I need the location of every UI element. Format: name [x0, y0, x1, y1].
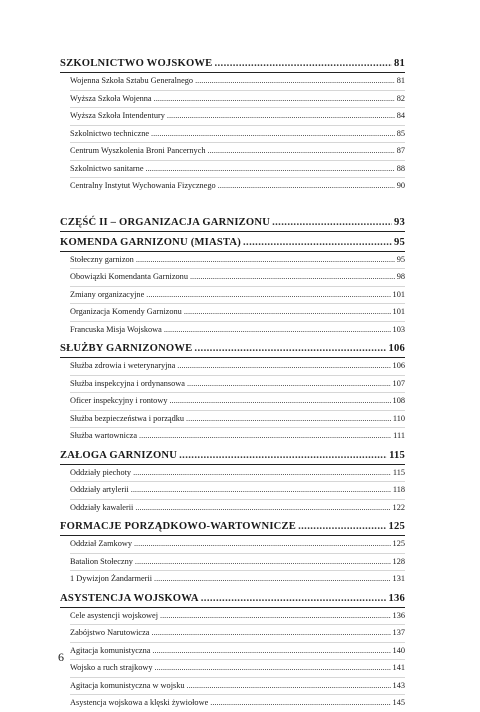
section-heading-page: 106 [388, 343, 405, 354]
entry-page: 141 [392, 663, 405, 672]
entry-page: 106 [392, 361, 405, 370]
toc-section [60, 341, 405, 445]
toc-entry[interactable] [70, 571, 405, 588]
toc-entry[interactable] [70, 411, 405, 429]
toc-section [60, 591, 405, 712]
entry-page: 108 [392, 396, 405, 405]
leader-dots [298, 519, 386, 534]
entry-page: 87 [396, 146, 405, 155]
section-heading-title: CZĘŚĆ II – ORGANIZACJA GARNIZONU [60, 216, 271, 228]
entry-list [60, 73, 405, 195]
toc-entry[interactable] [70, 465, 405, 483]
entry-page: 143 [392, 680, 405, 690]
leader-dots [272, 215, 392, 230]
leader-dots [169, 393, 390, 410]
entry-page: 140 [392, 645, 405, 655]
entry-page: 107 [392, 378, 405, 388]
page-number: 6 [58, 650, 64, 664]
entry-title: Wojenna Szkoła Sztabu Generalnego [70, 76, 194, 85]
leader-dots [243, 235, 392, 250]
leader-dots [194, 341, 386, 356]
toc-entry[interactable] [70, 178, 405, 195]
section-heading-page: 136 [388, 592, 405, 604]
entry-page: 101 [392, 307, 405, 316]
section-heading-title: SŁUŻBY GARNIZONOWE [60, 343, 193, 354]
leader-dots [177, 358, 390, 375]
section-heading-title: FORMACJE PORZĄDKOWO-WARTOWNICZE [60, 521, 297, 532]
entry-title: Służba wartownicza [70, 431, 138, 440]
leader-dots [135, 554, 391, 571]
leader-dots [179, 448, 387, 463]
toc-section [60, 235, 405, 339]
toc-entry[interactable] [70, 304, 405, 322]
entry-title: Służba inspekcyjna i ordynansowa [70, 378, 185, 388]
toc-entry[interactable] [70, 108, 405, 126]
toc-entry[interactable] [70, 643, 405, 661]
entry-title: Oddziały kawalerii [70, 502, 134, 512]
toc-entry[interactable] [70, 269, 405, 287]
entry-page: 118 [392, 485, 405, 494]
leader-dots [186, 411, 391, 428]
toc-entry[interactable] [70, 500, 405, 517]
entry-title: Batalion Stołeczny [70, 556, 133, 566]
leader-dots [190, 269, 395, 286]
toc-entry[interactable] [70, 554, 405, 572]
leader-dots [160, 608, 391, 625]
section-heading-page: 95 [394, 236, 405, 248]
toc-entry[interactable] [70, 376, 405, 394]
leader-dots [187, 376, 391, 393]
toc-section [60, 56, 405, 195]
entry-list [60, 608, 405, 712]
leader-dots [151, 126, 395, 143]
leader-dots [146, 287, 390, 304]
entry-page: 137 [392, 628, 405, 637]
entry-list [60, 465, 405, 517]
section-heading[interactable] [60, 448, 405, 465]
entry-title: Szkolnictwo techniczne [70, 128, 150, 138]
entry-page: 84 [396, 111, 405, 120]
leader-dots [146, 161, 395, 178]
leader-dots [155, 660, 391, 677]
leader-dots [208, 143, 395, 160]
leader-dots [187, 678, 391, 695]
toc-entry[interactable] [70, 608, 405, 626]
entry-page: 122 [392, 502, 405, 512]
leader-dots [135, 500, 390, 517]
section-heading[interactable] [60, 235, 405, 252]
entry-title: Francuska Misja Wojskowa [70, 324, 162, 334]
entry-title: Cele asystencji wojskowej [70, 610, 159, 620]
toc-entry[interactable] [70, 358, 405, 376]
leader-dots [210, 695, 390, 712]
leader-dots [214, 56, 392, 71]
entry-title: Służba bezpieczeństwa i porządku [70, 413, 185, 423]
entry-title: Zabójstwo Narutowicza [70, 628, 150, 637]
leader-dots [154, 571, 391, 588]
entry-page: 82 [396, 93, 405, 103]
leader-dots [139, 428, 391, 445]
toc-entry[interactable] [70, 482, 405, 500]
leader-dots [167, 108, 395, 125]
toc-entry[interactable] [70, 660, 405, 678]
entry-page: 90 [396, 181, 405, 190]
toc-section [60, 519, 405, 588]
entry-title: Służba zdrowia i weterynaryjna [70, 361, 176, 370]
section-heading[interactable] [60, 591, 405, 608]
toc-entry[interactable] [70, 678, 405, 696]
toc-entry[interactable] [70, 322, 405, 339]
leader-dots [154, 91, 395, 108]
entry-page: 103 [392, 324, 405, 334]
entry-title: Zmiany organizacyjne [70, 289, 145, 299]
section-heading-title: ASYSTENCJA WOJSKOWA [60, 592, 199, 604]
entry-title: Asystencja wojskowa a klęski żywiołowe [70, 698, 209, 707]
toc-entry[interactable] [70, 625, 405, 643]
leader-dots [218, 178, 395, 195]
entry-list [60, 536, 405, 588]
leader-dots [136, 252, 395, 269]
entry-title: Szkolnictwo sanitarne [70, 163, 144, 173]
toc-entry[interactable] [70, 161, 405, 179]
entry-page: 131 [392, 574, 405, 583]
leader-dots [134, 536, 391, 553]
toc-entry[interactable] [70, 143, 405, 161]
leader-dots [152, 643, 390, 660]
entry-page: 95 [396, 254, 405, 264]
entry-title: Oddział Zamkowy [70, 539, 132, 548]
section-heading-page: 81 [394, 58, 405, 69]
leader-dots [164, 322, 391, 339]
leader-dots [201, 591, 387, 606]
section-heading-page: 115 [389, 449, 405, 461]
entry-page: 125 [392, 539, 405, 548]
entry-page: 110 [392, 413, 405, 423]
entry-page: 128 [392, 556, 405, 566]
entry-title: 1 Dywizjon Żandarmerii [70, 574, 153, 583]
entry-page: 88 [396, 163, 405, 173]
toc-entry[interactable] [70, 91, 405, 109]
entry-page: 81 [396, 76, 405, 85]
entry-title: Wojsko a ruch strajkowy [70, 663, 153, 672]
section-heading-title: SZKOLNICTWO WOJSKOWE [60, 58, 213, 69]
section-heading[interactable] [60, 341, 405, 358]
entry-title: Oddziały piechoty [70, 467, 132, 477]
entry-title: Stołeczny garnizon [70, 254, 134, 264]
entry-title: Oddziały artylerii [70, 485, 129, 494]
entry-page: 145 [392, 698, 405, 707]
entry-title: Agitacja komunistyczna w wojsku [70, 680, 185, 690]
entry-title: Obowiązki Komendanta Garnizonu [70, 272, 188, 281]
entry-title: Organizacja Komendy Garnizonu [70, 307, 182, 316]
toc-entry[interactable] [70, 428, 405, 445]
entry-page: 98 [396, 272, 405, 281]
entry-list [60, 358, 405, 445]
entry-page: 136 [392, 610, 405, 620]
toc-section [60, 448, 405, 517]
entry-page: 115 [392, 467, 405, 477]
entry-page: 101 [392, 289, 405, 299]
entry-title: Centrum Wyszkolenia Broni Pancernych [70, 146, 206, 155]
section-heading-title: ZAŁOGA GARNIZONU [60, 449, 178, 461]
section-heading[interactable] [60, 215, 405, 232]
entry-title: Oficer inspekcyjny i rontowy [70, 396, 168, 405]
toc-entry[interactable] [70, 287, 405, 305]
toc-section [60, 215, 405, 232]
toc-entry[interactable] [70, 126, 405, 144]
leader-dots [131, 482, 391, 499]
toc-entry[interactable] [70, 536, 405, 554]
leader-dots [195, 73, 395, 90]
entry-page: 85 [396, 128, 405, 138]
table-of-contents [60, 56, 405, 712]
entry-title: Centralny Instytut Wychowania Fizycznego [70, 181, 216, 190]
section-heading[interactable] [60, 519, 405, 536]
section-heading-title: KOMENDA GARNIZONU (MIASTA) [60, 236, 241, 248]
leader-dots [152, 625, 391, 642]
section-heading-page: 125 [388, 521, 405, 532]
leader-dots [133, 465, 391, 482]
entry-title: Wyższa Szkoła Wojenna [70, 93, 152, 103]
toc-entry[interactable] [70, 695, 405, 712]
entry-list [60, 252, 405, 339]
leader-dots [184, 304, 391, 321]
entry-page: 111 [393, 431, 405, 440]
toc-entry[interactable] [70, 73, 405, 91]
section-heading[interactable] [60, 56, 405, 73]
section-heading-page: 93 [394, 216, 405, 228]
entry-title: Agitacja komunistyczna [70, 645, 151, 655]
toc-entry[interactable] [70, 393, 405, 411]
entry-title: Wyższa Szkoła Intendentury [70, 111, 165, 120]
toc-entry[interactable] [70, 252, 405, 270]
